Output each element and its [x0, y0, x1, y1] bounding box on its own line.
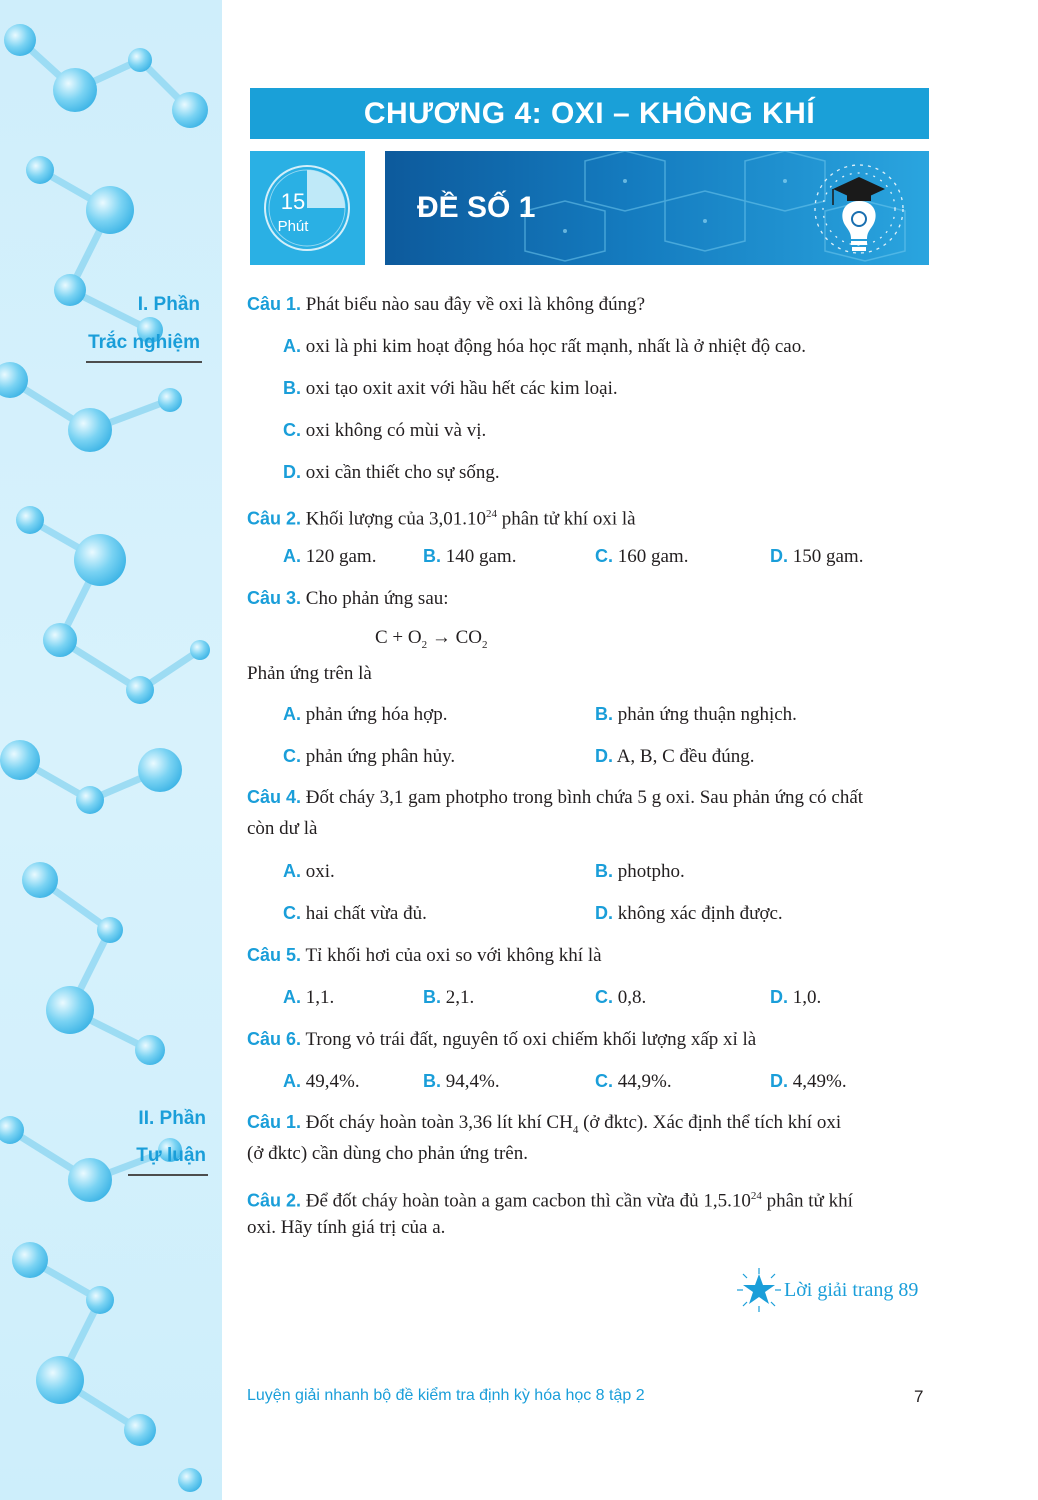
option-c	[595, 986, 646, 1009]
chapter-title: CHƯƠNG 4: OXI – KHÔNG KHÍ	[363, 97, 816, 130]
question-4-line2: còn dư là	[247, 818, 318, 839]
option-d	[770, 545, 863, 568]
question-label: Câu 3.	[247, 588, 302, 608]
option-b	[423, 1070, 500, 1093]
option-label: D.	[595, 903, 613, 923]
option-text: 140 gam.	[445, 546, 517, 567]
option-c	[283, 902, 427, 925]
option-label: A.	[283, 336, 301, 356]
star-icon	[737, 1268, 781, 1312]
option-label: B.	[283, 378, 301, 398]
option-c	[595, 1070, 672, 1093]
option-d	[283, 461, 500, 484]
option-text: phản ứng hóa hợp.	[305, 704, 448, 725]
option-d	[770, 1070, 847, 1093]
option-text: 160 gam.	[617, 546, 689, 567]
option-text: hai chất vừa đủ.	[305, 903, 427, 924]
question-label: Câu 4.	[247, 787, 302, 807]
option-label: D.	[770, 546, 788, 566]
chapter-title-bar	[250, 88, 929, 139]
option-b	[423, 545, 516, 568]
option-c	[283, 745, 455, 768]
section-1-label-line1: I. Phần	[137, 294, 200, 315]
option-label: B.	[595, 704, 613, 724]
chemical-equation	[375, 627, 488, 656]
question-followup: Phản ứng trên là	[247, 663, 372, 684]
option-label: A.	[283, 1071, 301, 1091]
option-text: phản ứng phân hủy.	[305, 746, 456, 767]
solution-text: Lời giải trang 89	[784, 1279, 919, 1301]
option-label: C.	[283, 903, 301, 923]
exam-title-banner	[385, 151, 929, 265]
question-6	[247, 1028, 756, 1051]
page-number: 7	[914, 1387, 924, 1406]
question-label: Câu 1.	[247, 1112, 302, 1132]
subscript: 2	[482, 638, 488, 651]
question-text: Phát biểu nào sau đây về oxi là không đúng?	[305, 294, 646, 315]
exponent: 24	[750, 1190, 762, 1202]
option-text: 44,9%.	[617, 1071, 672, 1092]
question-2	[247, 503, 636, 530]
option-d	[770, 986, 821, 1009]
section-2-label-line1: II. Phần	[138, 1108, 206, 1129]
question-text: Đốt cháy 3,1 gam photpho trong bình chứa 5 g oxi. Sau phản ứng có chất	[305, 787, 864, 808]
question-3	[247, 587, 449, 610]
question-text-end: phân tử khí	[761, 1190, 853, 1212]
question-text: Trong vỏ trái đất, nguyên tố oxi chiếm khối lượng xấp xỉ là	[305, 1029, 757, 1050]
option-text: phản ứng thuận nghịch.	[617, 704, 797, 725]
essay-question-2-line2: oxi. Hãy tính giá trị của a.	[247, 1217, 446, 1238]
timer-unit: Phút	[277, 218, 309, 235]
option-b	[423, 986, 474, 1009]
question-text: Khối lượng của 3,01.10	[305, 508, 487, 530]
option-c	[595, 545, 688, 568]
option-a	[283, 545, 376, 568]
option-text: 0,8.	[617, 987, 647, 1008]
section-2-label-line2: Tự luận	[136, 1145, 206, 1166]
option-d	[595, 902, 783, 925]
question-text-end: (ở đktc). Xác định thể tích khí oxi	[578, 1112, 842, 1133]
option-label: B.	[423, 987, 441, 1007]
option-a	[283, 335, 806, 358]
section-1-underline	[86, 361, 202, 363]
option-label: C.	[595, 1071, 613, 1091]
option-a	[283, 986, 334, 1009]
question-label: Câu 1.	[247, 294, 302, 314]
question-text: Tỉ khối hơi của oxi so với không khí là	[305, 945, 602, 966]
option-text: oxi.	[305, 861, 335, 882]
question-text: Đốt cháy hoàn toàn 3,36 lít khí CH	[305, 1112, 573, 1133]
option-text: oxi tạo oxit axit với hầu hết các kim loại.	[305, 378, 618, 399]
option-label: C.	[595, 987, 613, 1007]
option-text: 49,4%.	[305, 1071, 360, 1092]
option-label: A.	[283, 546, 301, 566]
solution-reference	[737, 1268, 919, 1317]
option-label: B.	[595, 861, 613, 881]
equation-reactants: C + O	[375, 627, 422, 648]
essay-question-1	[247, 1111, 841, 1141]
section-2-underline	[128, 1174, 208, 1176]
subscript: 4	[572, 1123, 579, 1136]
option-label: A.	[283, 861, 301, 881]
option-a	[283, 703, 447, 726]
option-label: C.	[595, 546, 613, 566]
option-text: oxi cần thiết cho sự sống.	[305, 462, 500, 483]
timer-minutes: 15	[280, 189, 306, 214]
option-text: 120 gam.	[305, 546, 377, 567]
section-1-label-line2: Trắc nghiệm	[88, 332, 200, 353]
option-text: oxi không có mùi và vị.	[305, 420, 487, 441]
question-label: Câu 5.	[247, 945, 302, 965]
question-5	[247, 944, 602, 967]
exam-title: ĐỀ SỐ 1	[417, 191, 536, 224]
option-text: không xác định được.	[617, 903, 783, 924]
graduation-bulb-icon	[803, 153, 915, 263]
option-text: 2,1.	[445, 987, 475, 1008]
option-text: 1,1.	[305, 987, 335, 1008]
option-text: 1,0.	[792, 987, 822, 1008]
question-text: Cho phản ứng sau:	[305, 588, 449, 609]
option-label: B.	[423, 1071, 441, 1091]
question-4	[247, 786, 863, 809]
option-label: B.	[423, 546, 441, 566]
option-text: 94,4%.	[445, 1071, 500, 1092]
option-label: C.	[283, 420, 301, 440]
option-label: D.	[770, 1071, 788, 1091]
option-label: A.	[283, 704, 301, 724]
option-c	[283, 419, 486, 442]
option-a	[283, 860, 335, 883]
subscript: 2	[421, 638, 428, 651]
timer-box	[250, 151, 365, 265]
option-text: oxi là phi kim hoạt động hóa học rất mạnh, nhất là ở nhiệt độ cao.	[305, 336, 806, 357]
question-text: Để đốt cháy hoàn toàn a gam cacbon thì cần vừa đủ 1,5.10	[305, 1190, 751, 1212]
option-label: D.	[770, 987, 788, 1007]
option-label: D.	[595, 746, 613, 766]
option-text: A, B, C đều đúng.	[616, 746, 755, 767]
essay-question-2	[247, 1185, 853, 1212]
question-text-end: phân tử khí oxi là	[497, 508, 636, 530]
question-label: Câu 2.	[247, 1190, 302, 1211]
question-label: Câu 2.	[247, 508, 302, 529]
option-d	[595, 745, 754, 768]
option-label: C.	[283, 746, 301, 766]
question-1	[247, 293, 645, 316]
molecule-pattern	[0, 0, 222, 1500]
option-a	[283, 1070, 360, 1093]
footer-book-title: Luyện giải nhanh bộ đề kiểm tra định kỳ hóa học 8 tập 2	[247, 1387, 645, 1404]
option-text: 150 gam.	[792, 546, 864, 567]
option-text: photpho.	[617, 861, 685, 882]
question-label: Câu 6.	[247, 1029, 302, 1049]
sidebar-decoration	[0, 0, 222, 1500]
option-b	[283, 377, 618, 400]
option-label: D.	[283, 462, 301, 482]
essay-question-1-line2: (ở đktc) cần dùng cho phản ứng trên.	[247, 1143, 528, 1164]
option-b	[595, 860, 685, 883]
option-label: A.	[283, 987, 301, 1007]
option-text: 4,49%.	[792, 1071, 847, 1092]
option-b	[595, 703, 797, 726]
exponent: 24	[486, 508, 498, 520]
equation-product: → CO	[427, 627, 483, 648]
